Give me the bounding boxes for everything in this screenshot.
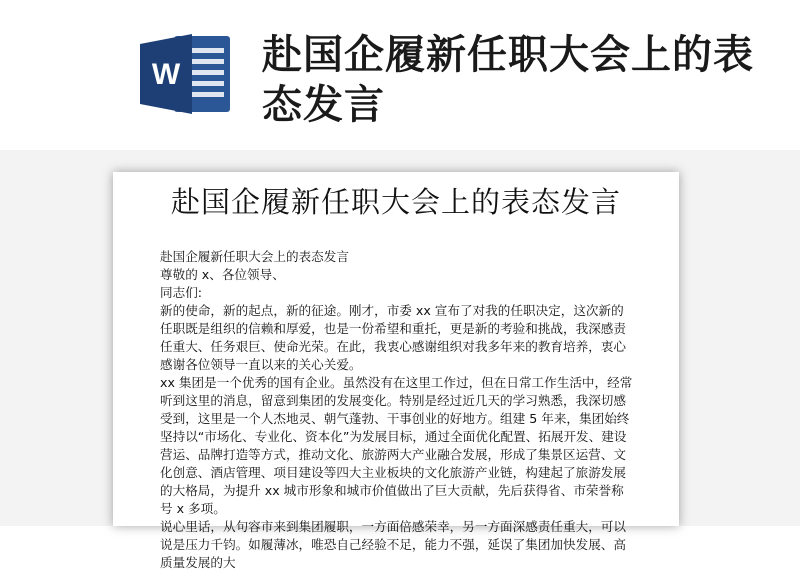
document-title: 赴国企履新任职大会上的表态发言 — [170, 185, 621, 219]
page-title: 赴国企履新任职大会上的表态发言 — [262, 32, 754, 128]
paragraph: 赴国企履新任职大会上的表态发言 — [160, 249, 349, 264]
document-body — [160, 248, 636, 572]
paragraph: 尊敬的 x、各位领导、 — [160, 267, 285, 282]
header-banner — [0, 0, 800, 150]
paragraph: 同志们: — [160, 285, 203, 300]
svg-text:W: W — [151, 58, 181, 91]
paragraph: 说心里话，从句容市来到集团履职，一方面倍感荣幸，另一方面深感责任重大，可以说是压力千钧。如履薄冰，唯恐自己经验不足，能力不强，延误了集团加快发展、高质量发展的大 — [160, 519, 626, 570]
paragraph: xx 集团是一个优秀的国有企业。虽然没有在这里工作过，但在日常工作生活中，经常听到这里的消息，留意到集团的发展变化。特别是经过近几天的学习熟悉，我深切感受到，这里是一个人杰地灵、朝气蓬勃、干事创业的好地方。组建 5 年来，集团始终坚持以“市场化、专业化、资本化”为发展目标，通过全面优化配置、拓展开发、建设营运、品牌打造等方式，推动文化、旅游两大产业融合发展，形成了集景区运营、文化创意、酒店管理、项目建设等四大主业板块的文化旅游产业链，构建起了旅游发展的大格局，为提升 xx 城市形象和城市价值做出了巨大贡献，先后获得省、市荣誉称号 x 多项。 — [160, 375, 633, 516]
paragraph: 新的使命，新的起点，新的征途。刚才，市委 xx 宣布了对我的任职决定，这次新的任职既是组织的信赖和厚爱，也是一份希望和重托，更是新的考验和挑战，我深感责任重大、任务艰巨、使命光荣。在此，我衷心感谢组织对我多年来的教育培养，衷心感谢各位领导一直以来的关心关爱。 — [160, 303, 626, 372]
microsoft-word-icon — [140, 34, 232, 114]
document-page — [113, 172, 679, 570]
